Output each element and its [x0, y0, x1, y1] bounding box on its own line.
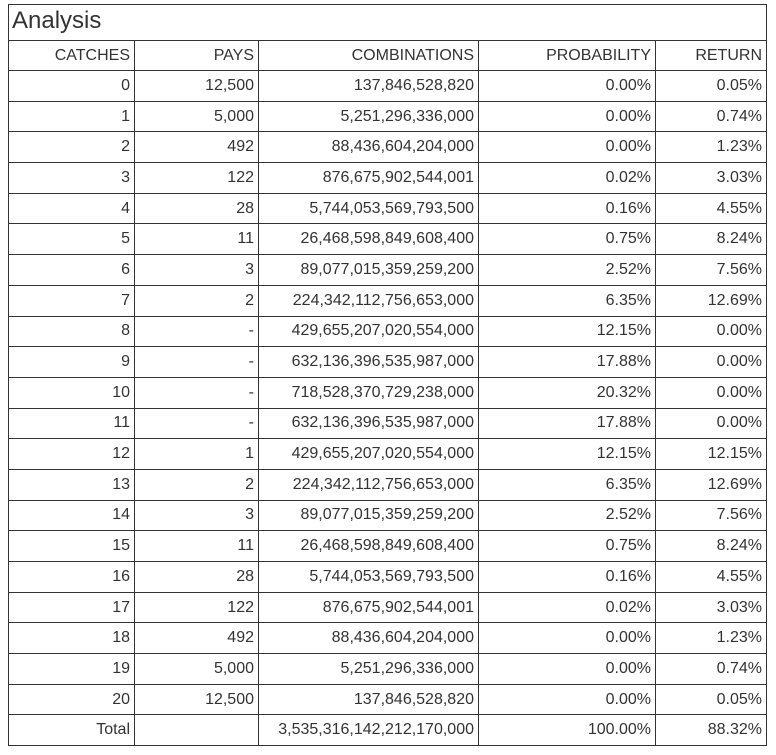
combinations-cell: 5,251,296,336,000 — [259, 654, 479, 685]
catches-cell: 19 — [9, 654, 135, 685]
catches-cell: 3 — [9, 163, 135, 194]
catches-cell: 10 — [9, 377, 135, 408]
probability-cell: 2.52% — [479, 255, 656, 286]
probability-cell: 0.00% — [479, 132, 656, 163]
table-row — [9, 224, 767, 255]
return-cell: 8.24% — [656, 531, 767, 562]
return-cell: 88.32% — [656, 715, 767, 746]
return-cell: 4.55% — [656, 562, 767, 593]
combinations-cell: 429,655,207,020,554,000 — [259, 439, 479, 470]
combinations-cell: 876,675,902,544,001 — [259, 592, 479, 623]
return-cell: 12.15% — [656, 439, 767, 470]
catches-cell: Total — [9, 715, 135, 746]
analysis-panel — [8, 4, 766, 746]
table-row — [9, 163, 767, 194]
table-row — [9, 285, 767, 316]
probability-cell: 20.32% — [479, 377, 656, 408]
table-title: Analysis — [8, 4, 767, 40]
pays-cell: 28 — [135, 562, 259, 593]
header-combinations: COMBINATIONS — [259, 41, 479, 71]
table-row — [9, 654, 767, 685]
pays-cell: - — [135, 408, 259, 439]
combinations-cell: 632,136,396,535,987,000 — [259, 408, 479, 439]
probability-cell: 0.00% — [479, 71, 656, 102]
table-row — [9, 684, 767, 715]
header-row — [9, 41, 767, 71]
table-row — [9, 439, 767, 470]
catches-cell: 17 — [9, 592, 135, 623]
return-cell: 7.56% — [656, 500, 767, 531]
combinations-cell: 718,528,370,729,238,000 — [259, 377, 479, 408]
pays-cell: 11 — [135, 531, 259, 562]
return-cell: 12.69% — [656, 469, 767, 500]
catches-cell: 20 — [9, 684, 135, 715]
pays-cell: 122 — [135, 163, 259, 194]
table-row — [9, 132, 767, 163]
pays-cell: 28 — [135, 193, 259, 224]
catches-cell: 13 — [9, 469, 135, 500]
combinations-cell: 88,436,604,204,000 — [259, 132, 479, 163]
return-cell: 4.55% — [656, 193, 767, 224]
catches-cell: 12 — [9, 439, 135, 470]
table-row — [9, 255, 767, 286]
pays-cell: 5,000 — [135, 101, 259, 132]
table-row — [9, 71, 767, 102]
probability-cell: 6.35% — [479, 285, 656, 316]
probability-cell: 0.02% — [479, 163, 656, 194]
table-row — [9, 531, 767, 562]
header-pays: PAYS — [135, 41, 259, 71]
table-row — [9, 347, 767, 378]
table-row — [9, 316, 767, 347]
probability-cell: 17.88% — [479, 408, 656, 439]
combinations-cell: 5,744,053,569,793,500 — [259, 562, 479, 593]
analysis-table — [8, 4, 767, 746]
table-row — [9, 592, 767, 623]
table-body — [9, 71, 767, 746]
return-cell: 3.03% — [656, 163, 767, 194]
table-row — [9, 623, 767, 654]
probability-cell: 0.00% — [479, 623, 656, 654]
return-cell: 1.23% — [656, 132, 767, 163]
pays-cell: 11 — [135, 224, 259, 255]
return-cell: 1.23% — [656, 623, 767, 654]
pays-cell: 5,000 — [135, 654, 259, 685]
combinations-cell: 26,468,598,849,608,400 — [259, 224, 479, 255]
pays-cell: 3 — [135, 500, 259, 531]
probability-cell: 0.75% — [479, 531, 656, 562]
probability-cell: 17.88% — [479, 347, 656, 378]
catches-cell: 6 — [9, 255, 135, 286]
combinations-cell: 137,846,528,820 — [259, 684, 479, 715]
catches-cell: 5 — [9, 224, 135, 255]
pays-cell: 492 — [135, 623, 259, 654]
combinations-cell: 89,077,015,359,259,200 — [259, 255, 479, 286]
total-row — [9, 715, 767, 746]
catches-cell: 4 — [9, 193, 135, 224]
catches-cell: 2 — [9, 132, 135, 163]
combinations-cell: 137,846,528,820 — [259, 71, 479, 102]
table-row — [9, 469, 767, 500]
return-cell: 0.00% — [656, 377, 767, 408]
pays-cell — [135, 715, 259, 746]
catches-cell: 16 — [9, 562, 135, 593]
pays-cell: - — [135, 347, 259, 378]
return-cell: 0.05% — [656, 684, 767, 715]
return-cell: 0.00% — [656, 316, 767, 347]
combinations-cell: 429,655,207,020,554,000 — [259, 316, 479, 347]
probability-cell: 0.16% — [479, 562, 656, 593]
catches-cell: 14 — [9, 500, 135, 531]
combinations-cell: 224,342,112,756,653,000 — [259, 285, 479, 316]
combinations-cell: 632,136,396,535,987,000 — [259, 347, 479, 378]
combinations-cell: 89,077,015,359,259,200 — [259, 500, 479, 531]
probability-cell: 0.16% — [479, 193, 656, 224]
header-return: RETURN — [656, 41, 767, 71]
pays-cell: - — [135, 316, 259, 347]
probability-cell: 12.15% — [479, 316, 656, 347]
return-cell: 0.74% — [656, 654, 767, 685]
pays-cell: 2 — [135, 469, 259, 500]
catches-cell: 8 — [9, 316, 135, 347]
return-cell: 3.03% — [656, 592, 767, 623]
catches-cell: 0 — [9, 71, 135, 102]
pays-cell: 1 — [135, 439, 259, 470]
probability-cell: 2.52% — [479, 500, 656, 531]
pays-cell: - — [135, 377, 259, 408]
combinations-cell: 224,342,112,756,653,000 — [259, 469, 479, 500]
probability-cell: 0.75% — [479, 224, 656, 255]
header-probability: PROBABILITY — [479, 41, 656, 71]
header-catches: CATCHES — [9, 41, 135, 71]
table-row — [9, 377, 767, 408]
pays-cell: 12,500 — [135, 684, 259, 715]
combinations-cell: 876,675,902,544,001 — [259, 163, 479, 194]
combinations-cell: 5,251,296,336,000 — [259, 101, 479, 132]
return-cell: 7.56% — [656, 255, 767, 286]
probability-cell: 0.02% — [479, 592, 656, 623]
probability-cell: 0.00% — [479, 654, 656, 685]
pays-cell: 122 — [135, 592, 259, 623]
probability-cell: 0.00% — [479, 684, 656, 715]
table-row — [9, 101, 767, 132]
pays-cell: 2 — [135, 285, 259, 316]
table-row — [9, 408, 767, 439]
combinations-cell: 5,744,053,569,793,500 — [259, 193, 479, 224]
return-cell: 0.00% — [656, 408, 767, 439]
probability-cell: 0.00% — [479, 101, 656, 132]
probability-cell: 6.35% — [479, 469, 656, 500]
table-row — [9, 562, 767, 593]
catches-cell: 15 — [9, 531, 135, 562]
catches-cell: 1 — [9, 101, 135, 132]
table-row — [9, 500, 767, 531]
catches-cell: 18 — [9, 623, 135, 654]
pays-cell: 492 — [135, 132, 259, 163]
combinations-cell: 26,468,598,849,608,400 — [259, 531, 479, 562]
catches-cell: 7 — [9, 285, 135, 316]
return-cell: 8.24% — [656, 224, 767, 255]
probability-cell: 12.15% — [479, 439, 656, 470]
return-cell: 0.05% — [656, 71, 767, 102]
return-cell: 0.00% — [656, 347, 767, 378]
return-cell: 0.74% — [656, 101, 767, 132]
return-cell: 12.69% — [656, 285, 767, 316]
catches-cell: 11 — [9, 408, 135, 439]
probability-cell: 100.00% — [479, 715, 656, 746]
pays-cell: 3 — [135, 255, 259, 286]
table-row — [9, 193, 767, 224]
catches-cell: 9 — [9, 347, 135, 378]
combinations-cell: 3,535,316,142,212,170,000 — [259, 715, 479, 746]
pays-cell: 12,500 — [135, 71, 259, 102]
combinations-cell: 88,436,604,204,000 — [259, 623, 479, 654]
